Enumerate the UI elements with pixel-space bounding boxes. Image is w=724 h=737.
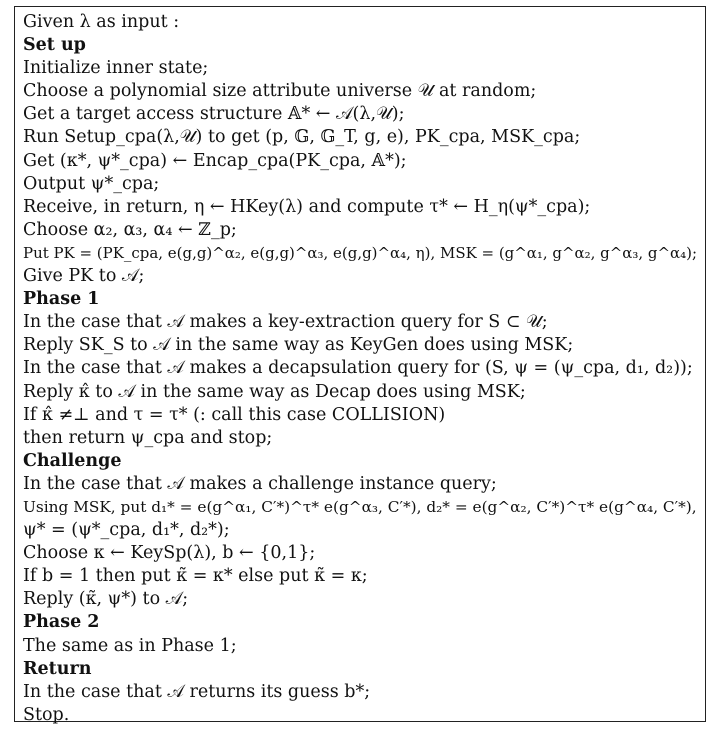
section-header-phase2: Phase 2 [23, 612, 100, 633]
algo-line: ψ* = (ψ*_cpa, d₁*, d₂*); [23, 520, 230, 541]
section-header-setup: Set up [23, 35, 86, 56]
algo-line: Run Setup_cpa(λ,𝒰) to get (p, 𝔾, 𝔾_T, g, e), PK_cpa, MSK_cpa; [23, 127, 581, 148]
algo-line: Choose a polynomial size attribute universe 𝒰 at random; [23, 81, 537, 102]
section-header-return: Return [23, 658, 92, 679]
algo-line: Initialize inner state; [23, 58, 209, 79]
algo-line: Reply κ̂ to 𝒜 in the same way as Decap does using MSK; [23, 381, 526, 402]
algo-line: Receive, in return, η ← HKey(λ) and compute τ* ← H_η(ψ*_cpa); [23, 196, 591, 217]
algo-line: In the case that 𝒜 makes a key-extraction query for S ⊂ 𝒰; [23, 312, 548, 333]
algo-line: Give PK to 𝒜; [23, 266, 145, 287]
section-header-challenge: Challenge [23, 450, 122, 471]
algo-line: In the case that 𝒜 makes a challenge instance query; [23, 473, 497, 494]
algo-line: Reply SK_S to 𝒜 in the same way as KeyGen does using MSK; [23, 335, 574, 356]
algo-line: then return ψ_cpa and stop; [23, 427, 273, 448]
algo-line: Choose α₂, α₃, α₄ ← ℤ_p; [23, 219, 237, 240]
algo-line: If b = 1 then put κ̃ = κ* else put κ̃ = κ; [23, 566, 368, 587]
algo-line: Get a target access structure 𝔸* ← 𝒜(λ,𝒰); [23, 104, 405, 125]
algo-line: The same as in Phase 1; [23, 635, 237, 656]
algo-line: In the case that 𝒜 returns its guess b*; [23, 681, 371, 702]
algo-line: If κ̂ ≠⊥ and τ = τ* (: call this case COLLISION) [23, 404, 446, 425]
algo-line: Given λ as input : [23, 12, 180, 32]
section-header-phase1: Phase 1 [23, 289, 100, 310]
algo-line: Put PK = (PK_cpa, e(g,g)^α₂, e(g,g)^α₃, e(g,g)^α₄, η), MSK = (g^α₁, g^α₂, g^α₃, g^α₄); [23, 243, 698, 262]
algo-line: Get (κ*, ψ*_cpa) ← Encap_cpa(PK_cpa, 𝔸*); [23, 150, 407, 171]
algo-line: Choose κ ← KeySp(λ), b ← {0,1}; [23, 543, 316, 564]
algo-line: Stop. [23, 704, 70, 725]
algo-line: Reply (κ̃, ψ*) to 𝒜; [23, 589, 189, 610]
algo-line: In the case that 𝒜 makes a decapsulation query for (S, ψ = (ψ_cpa, d₁, d₂)); [23, 358, 693, 379]
algo-line: Using MSK, put d₁* = e(g^α₁, C′*)^τ* e(g^α₃, C′*), d₂* = e(g^α₂, C′*)^τ* e(g^α₄, C′*), [23, 497, 697, 516]
algo-line: Output ψ*_cpa; [23, 173, 160, 194]
algorithm-box [14, 6, 706, 725]
